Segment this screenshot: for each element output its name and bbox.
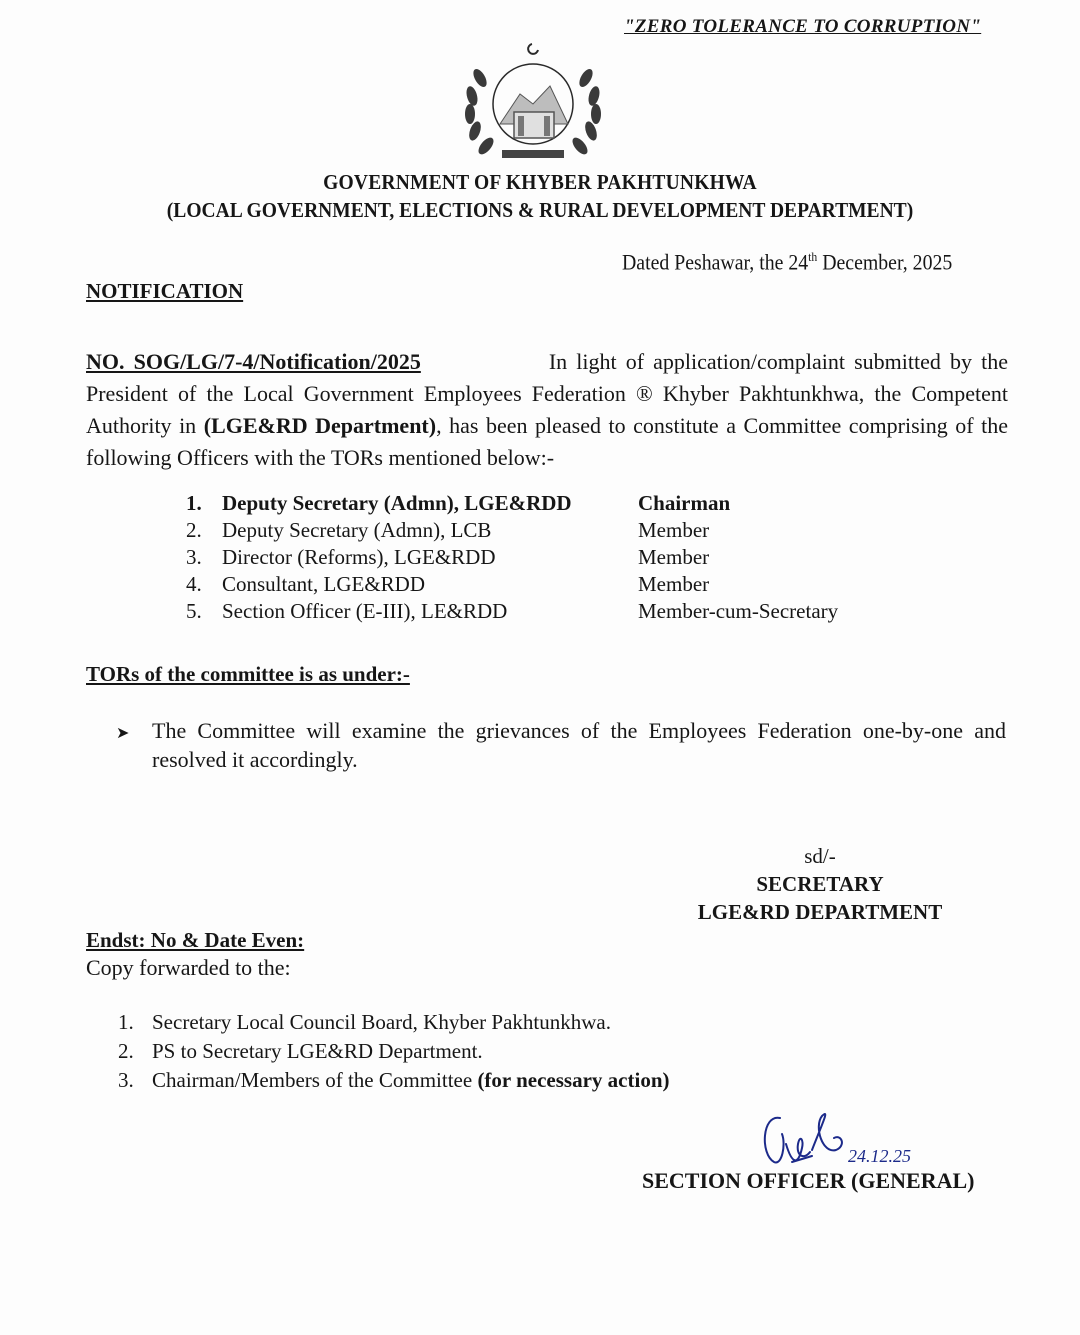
motto-banner: "ZERO TOLERANCE TO CORRUPTION" [624,16,982,37]
committee-member: 1. Deputy Secretary (Admn), LGE&RDD Chairman [186,491,731,515]
recipient-item: 2. PS to Secretary LGE&RD Department. [118,1039,483,1063]
department-title: (LOCAL GOVERNMENT, ELECTIONS & RURAL DEVELOPMENT DEPARTMENT) [166,198,914,222]
date-line: Dated Peshawar, the 24th December, 2025 [622,249,953,275]
notification-heading: NOTIFICATION [86,279,244,303]
reference-number: NO. SOG/LG/7-4/Notification/2025 [86,349,421,374]
committee-member: 2. Deputy Secretary (Admn), LCB Member [186,518,710,542]
arrowhead-bullet-icon: ➤ [116,725,130,742]
handwritten-signature-icon [752,1104,942,1174]
committee-member: 4. Consultant, LGE&RDD Member [186,572,710,596]
committee-member: 5. Section Officer (E-III), LE&RDD Member-cum-Secretary [186,599,839,623]
recipient-list [118,1008,670,1095]
endorsement-heading: Endst: No & Date Even: [86,928,305,952]
committee-list [186,490,838,625]
committee-member: 3. Director (Reforms), LGE&RDD Member [186,545,710,569]
recipient-item: 3. Chairman/Members of the Committee (for necessary action) [118,1068,670,1092]
signature-date: 24.12.25 [848,1146,911,1166]
tors-heading: TORs of the committee is as under:- [86,662,410,686]
tor-item: ➤ The Committee will examine the grievances of the Employees Federation one-by-one and resolved it accordingly. [116,718,1006,772]
secretary-signature-block: sd/- SECRETARY LGE&RD DEPARTMENT [697,844,943,924]
section-officer-title: SECTION OFFICER (GENERAL) [642,1168,975,1193]
copy-forwarded-line: Copy forwarded to the: [86,955,291,980]
notification-body: NO. SOG/LG/7-4/Notification/2025 In light of application/complaint submitted by the President of the Local Government Employees Federation ® Khyber Pakhtunkhwa, the Competent Authority in (LGE&RD Department), has been pleased to constitute a Committee comprising of the following Officers with the TORs mentioned below:- [86,349,1008,470]
government-title: GOVERNMENT OF KHYBER PAKHTUNKHWA [323,170,757,194]
government-emblem-icon [458,38,608,166]
recipient-item: 1. Secretary Local Council Board, Khyber Pakhtunkhwa. [118,1010,611,1034]
